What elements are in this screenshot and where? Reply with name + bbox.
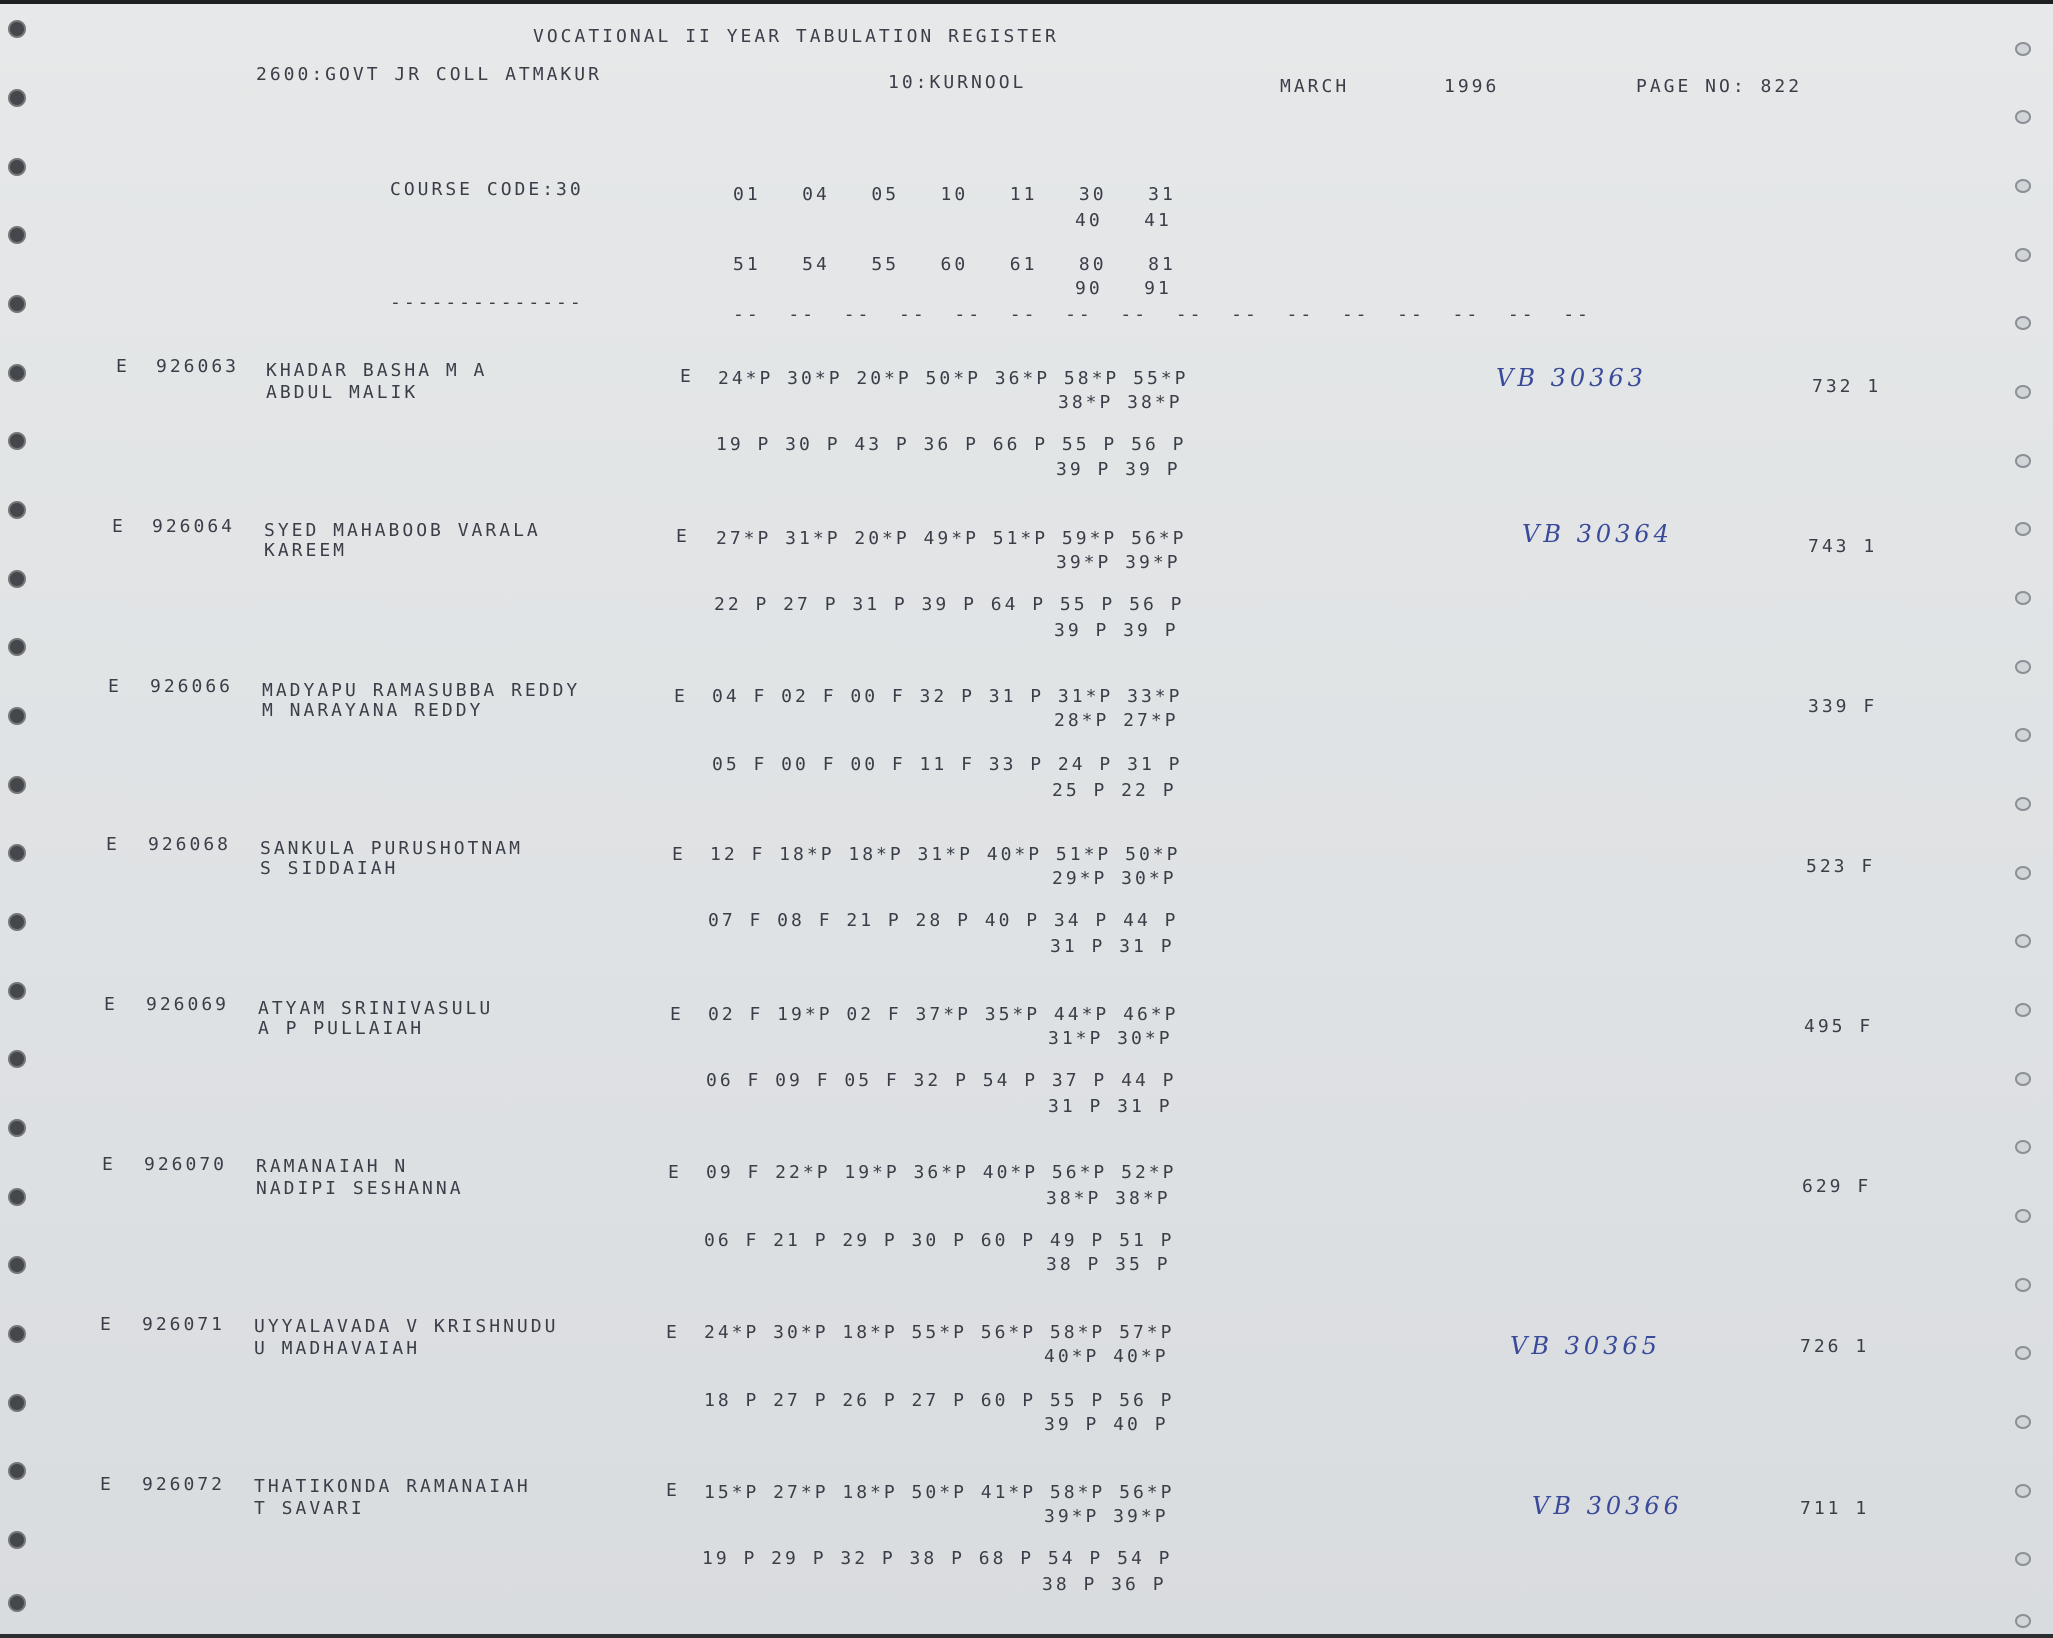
feed-hole <box>2015 42 2031 56</box>
student-type: E <box>112 516 126 537</box>
total-result: 629 F <box>1802 1176 1872 1197</box>
marks-row2b: 39 P 39 P <box>1054 620 1179 641</box>
feed-hole <box>2015 1484 2031 1498</box>
student-name: KHADAR BASHA M A <box>266 360 488 381</box>
student-parent-name: A P PULLAIAH <box>258 1018 425 1039</box>
feed-hole <box>8 432 26 450</box>
marks-row1: 02 F 19*P 02 F 37*P 35*P 44*P 46*P <box>708 1004 1179 1025</box>
student-roll: 926066 <box>150 676 234 697</box>
feed-hole <box>8 226 26 244</box>
student-parent-name: T SAVARI <box>254 1498 365 1519</box>
feed-hole <box>2015 522 2031 536</box>
student-name: MADYAPU RAMASUBBA REDDY <box>262 680 581 701</box>
feed-hole <box>8 570 26 588</box>
student-roll: 926070 <box>144 1154 228 1175</box>
feed-hole <box>2015 179 2031 193</box>
student-parent-name: ABDUL MALIK <box>266 382 419 403</box>
student-parent-name: M NARAYANA REDDY <box>262 700 484 721</box>
exam-mark: E <box>676 526 690 547</box>
header-rule-left: -------------- <box>390 292 584 313</box>
feed-hole <box>2015 1209 2031 1223</box>
marks-row2: 18 P 27 P 26 P 27 P 60 P 55 P 56 P <box>704 1390 1175 1411</box>
marks-row1: 15*P 27*P 18*P 50*P 41*P 58*P 56*P <box>704 1482 1175 1503</box>
student-type: E <box>108 676 122 697</box>
marks-row1b: 38*P 38*P <box>1058 392 1183 413</box>
feed-hole <box>2015 1072 2031 1086</box>
feed-hole <box>8 501 26 519</box>
feed-hole <box>8 158 26 176</box>
district-name: 10:KURNOOL <box>888 72 1027 93</box>
marks-row1b: 31*P 30*P <box>1048 1028 1173 1049</box>
student-type: E <box>100 1474 114 1495</box>
marks-row1b: 39*P 39*P <box>1044 1506 1169 1527</box>
feed-hole <box>2015 1346 2031 1360</box>
student-name: RAMANAIAH N <box>256 1156 409 1177</box>
student-roll: 926069 <box>146 994 230 1015</box>
student-parent-name: KAREEM <box>264 540 348 561</box>
feed-hole <box>8 1594 26 1612</box>
student-type: E <box>102 1154 116 1175</box>
handwritten-note: VB 30366 <box>1532 1492 1683 1520</box>
header-rule-right: -- -- -- -- -- -- -- -- -- -- -- -- -- -- -- -- <box>733 304 1591 325</box>
feed-hole <box>8 844 26 862</box>
subject-codes-row1: 01 04 05 10 11 30 31 <box>733 184 1176 205</box>
feed-hole <box>8 1394 26 1412</box>
feed-hole <box>2015 1552 2031 1566</box>
page-number: PAGE NO: 822 <box>1636 76 1803 97</box>
student-name: THATIKONDA RAMANAIAH <box>254 1476 531 1497</box>
total-result: 339 F <box>1808 696 1878 717</box>
marks-row1: 09 F 22*P 19*P 36*P 40*P 56*P 52*P <box>706 1162 1177 1183</box>
marks-row2: 07 F 08 F 21 P 28 P 40 P 34 P 44 P <box>708 910 1179 931</box>
handwritten-note: VB 30363 <box>1496 364 1647 392</box>
marks-row1: 27*P 31*P 20*P 49*P 51*P 59*P 56*P <box>716 528 1187 549</box>
feed-hole <box>8 1531 26 1549</box>
feed-hole <box>2015 591 2031 605</box>
marks-row1: 24*P 30*P 20*P 50*P 36*P 58*P 55*P <box>718 368 1189 389</box>
marks-row1b: 39*P 39*P <box>1056 552 1181 573</box>
student-name: UYYALAVADA V KRISHNUDU <box>254 1316 559 1337</box>
feed-hole <box>2015 660 2031 674</box>
subject-codes-row2: 51 54 55 60 61 80 81 <box>733 254 1176 275</box>
total-result: 711 1 <box>1800 1498 1870 1519</box>
left-feed-holes <box>8 4 38 1638</box>
feed-hole <box>8 982 26 1000</box>
student-parent-name: S SIDDAIAH <box>260 858 399 879</box>
feed-hole <box>8 1325 26 1343</box>
exam-mark: E <box>670 1004 684 1025</box>
feed-hole <box>8 20 26 38</box>
marks-row2: 19 P 29 P 32 P 38 P 68 P 54 P 54 P <box>702 1548 1173 1569</box>
feed-hole <box>2015 316 2031 330</box>
marks-row2b: 31 P 31 P <box>1048 1096 1173 1117</box>
exam-mark: E <box>680 366 694 387</box>
marks-row2: 19 P 30 P 43 P 36 P 66 P 55 P 56 P <box>716 434 1187 455</box>
feed-hole <box>8 364 26 382</box>
college-name: 2600:GOVT JR COLL ATMAKUR <box>256 64 602 85</box>
handwritten-note: VB 30364 <box>1522 520 1673 548</box>
exam-mark: E <box>674 686 688 707</box>
marks-row1b: 28*P 27*P <box>1054 710 1179 731</box>
feed-hole <box>2015 934 2031 948</box>
marks-row2: 22 P 27 P 31 P 39 P 64 P 55 P 56 P <box>714 594 1185 615</box>
marks-row1b: 29*P 30*P <box>1052 868 1177 889</box>
student-name: SANKULA PURUSHOTNAM <box>260 838 523 859</box>
subject-codes-row1b: 40 41 <box>1075 210 1172 231</box>
student-type: E <box>106 834 120 855</box>
student-parent-name: NADIPI SESHANNA <box>256 1178 464 1199</box>
feed-hole <box>2015 454 2031 468</box>
marks-row1b: 38*P 38*P <box>1046 1188 1171 1209</box>
marks-row2: 06 F 09 F 05 F 32 P 54 P 37 P 44 P <box>706 1070 1177 1091</box>
student-type: E <box>116 356 130 377</box>
total-result: 726 1 <box>1800 1336 1870 1357</box>
feed-hole <box>8 1462 26 1480</box>
total-result: 523 F <box>1806 856 1876 877</box>
feed-hole <box>2015 1278 2031 1292</box>
student-roll: 926071 <box>142 1314 226 1335</box>
marks-row1: 12 F 18*P 18*P 31*P 40*P 51*P 50*P <box>710 844 1181 865</box>
feed-hole <box>8 1188 26 1206</box>
exam-mark: E <box>666 1322 680 1343</box>
total-result: 732 1 <box>1812 376 1882 397</box>
marks-row2b: 25 P 22 P <box>1052 780 1177 801</box>
student-type: E <box>100 1314 114 1335</box>
student-name: SYED MAHABOOB VARALA <box>264 520 541 541</box>
exam-month: MARCH <box>1280 76 1350 97</box>
student-name: ATYAM SRINIVASULU <box>258 998 494 1019</box>
feed-hole <box>8 776 26 794</box>
student-parent-name: U MADHAVAIAH <box>254 1338 421 1359</box>
exam-mark: E <box>668 1162 682 1183</box>
student-roll: 926064 <box>152 516 236 537</box>
marks-row1: 04 F 02 F 00 F 32 P 31 P 31*P 33*P <box>712 686 1183 707</box>
marks-row2: 06 F 21 P 29 P 30 P 60 P 49 P 51 P <box>704 1230 1175 1251</box>
feed-hole <box>2015 1140 2031 1154</box>
exam-mark: E <box>666 1480 680 1501</box>
total-result: 743 1 <box>1808 536 1878 557</box>
marks-row2b: 31 P 31 P <box>1050 936 1175 957</box>
subject-codes-row2b: 90 91 <box>1075 278 1172 299</box>
marks-row2b: 39 P 40 P <box>1044 1414 1169 1435</box>
exam-year: 1996 <box>1444 76 1500 97</box>
feed-hole <box>2015 385 2031 399</box>
student-roll: 926068 <box>148 834 232 855</box>
feed-hole <box>8 638 26 656</box>
student-type: E <box>104 994 118 1015</box>
feed-hole <box>2015 1415 2031 1429</box>
right-feed-holes <box>2015 4 2045 1638</box>
marks-row2: 05 F 00 F 00 F 11 F 33 P 24 P 31 P <box>712 754 1183 775</box>
feed-hole <box>2015 110 2031 124</box>
course-code: COURSE CODE:30 <box>390 179 584 200</box>
feed-hole <box>2015 728 2031 742</box>
feed-hole <box>8 1050 26 1068</box>
total-result: 495 F <box>1804 1016 1874 1037</box>
marks-row2b: 39 P 39 P <box>1056 459 1181 480</box>
register-title: VOCATIONAL II YEAR TABULATION REGISTER <box>533 26 1059 47</box>
feed-hole <box>8 913 26 931</box>
feed-hole <box>2015 866 2031 880</box>
marks-row2b: 38 P 35 P <box>1046 1254 1171 1275</box>
feed-hole <box>8 707 26 725</box>
feed-hole <box>8 1256 26 1274</box>
feed-hole <box>2015 797 2031 811</box>
feed-hole <box>8 1119 26 1137</box>
marks-row2b: 38 P 36 P <box>1042 1574 1167 1595</box>
marks-row1b: 40*P 40*P <box>1044 1346 1169 1367</box>
marks-row1: 24*P 30*P 18*P 55*P 56*P 58*P 57*P <box>704 1322 1175 1343</box>
exam-mark: E <box>672 844 686 865</box>
handwritten-note: VB 30365 <box>1510 1332 1661 1360</box>
feed-hole <box>2015 248 2031 262</box>
feed-hole <box>2015 1614 2031 1628</box>
student-roll: 926063 <box>156 356 240 377</box>
feed-hole <box>8 89 26 107</box>
feed-hole <box>2015 1003 2031 1017</box>
feed-hole <box>8 295 26 313</box>
student-roll: 926072 <box>142 1474 226 1495</box>
